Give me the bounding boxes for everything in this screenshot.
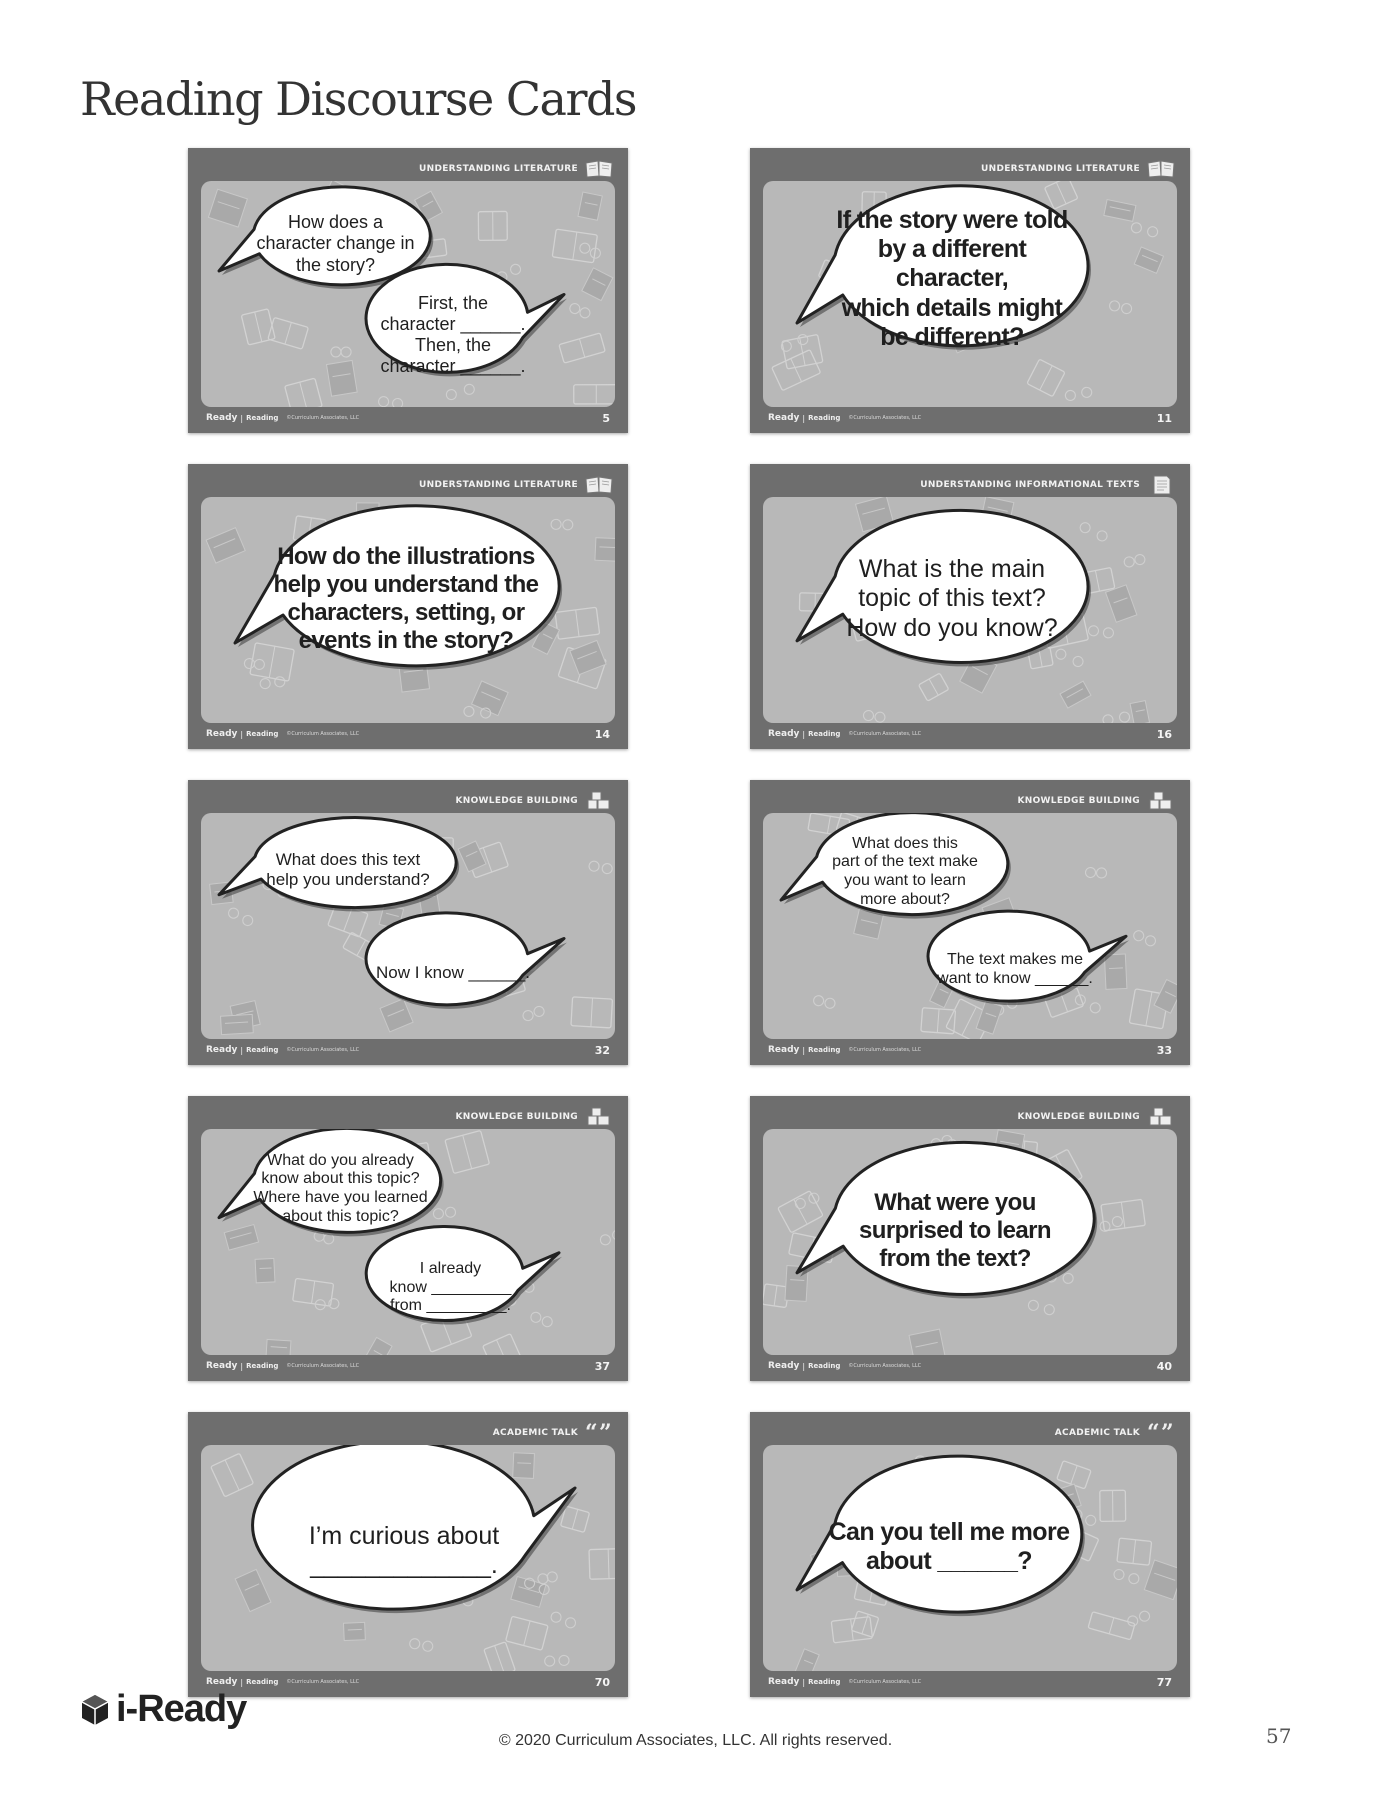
card-brand: Ready [768, 413, 800, 423]
card-panel [763, 1129, 1177, 1355]
card-brand: Ready [206, 729, 238, 739]
discourse-card [188, 1412, 628, 1697]
card-separator: | [240, 1361, 244, 1371]
card-number: 14 [594, 727, 610, 741]
card-copyright: ©Curriculum Associates, LLC [848, 1047, 922, 1053]
bubble-text: I’m curious about _____________. [308, 1521, 500, 1579]
card-header [456, 790, 615, 812]
card-copyright: ©Curriculum Associates, LLC [848, 731, 922, 737]
card-header [493, 1422, 614, 1444]
speech-bubble-prompt [821, 1151, 1089, 1311]
card-number: 16 [1156, 727, 1172, 741]
speech-bubble-prompt [259, 1463, 549, 1639]
card-panel [763, 497, 1177, 723]
card-separator: | [802, 729, 806, 739]
card-header [920, 474, 1176, 496]
card-footer [206, 1043, 610, 1057]
discourse-card [188, 780, 628, 1065]
cube-logo-icon [80, 1694, 110, 1726]
speech-bubble-prompt [259, 515, 553, 683]
card-number: 77 [1156, 1675, 1172, 1689]
card-category: KNOWLEDGE BUILDING [455, 1112, 578, 1122]
bubble-text: First, the character ______. Then, the character ______. [380, 292, 526, 377]
card-footer [206, 411, 610, 425]
card-brand: Ready [206, 413, 238, 423]
bubble-text: What do you already know about this topic? Where have you learned about this topic? [253, 1151, 428, 1225]
card-category: KNOWLEDGE BUILDING [1017, 1112, 1140, 1122]
card-brand: Ready [768, 1677, 800, 1687]
discourse-card [750, 464, 1190, 749]
blocks-icon [1146, 1107, 1176, 1127]
card-separator: | [240, 729, 244, 739]
i-ready-logo [80, 1688, 246, 1731]
discourse-card [188, 148, 628, 433]
card-footer [768, 1359, 1172, 1373]
card-copyright: ©Curriculum Associates, LLC [848, 1679, 922, 1685]
card-subject: Reading [808, 414, 841, 422]
discourse-card [188, 1096, 628, 1381]
card-brand: Ready [206, 1677, 238, 1687]
card-category: KNOWLEDGE BUILDING [455, 796, 578, 806]
card-header [1018, 1106, 1177, 1128]
card-header [419, 474, 614, 496]
logo-text: i-Ready [116, 1688, 247, 1730]
bubble-text: How does a character change in the story? [256, 212, 415, 275]
card-subject: Reading [246, 1046, 279, 1054]
quote-marks-icon [584, 1423, 614, 1443]
card-category: UNDERSTANDING LITERATURE [419, 164, 578, 174]
card-footer [206, 1359, 610, 1373]
discourse-card [750, 780, 1190, 1065]
svg-text:“: “ [1147, 1423, 1160, 1443]
card-header [419, 158, 614, 180]
card-number: 11 [1156, 411, 1172, 425]
card-subject: Reading [808, 1678, 841, 1686]
blocks-icon [1146, 791, 1176, 811]
card-separator: | [802, 1361, 806, 1371]
card-brand: Ready [768, 1045, 800, 1055]
card-header [456, 1106, 615, 1128]
card-footer [768, 727, 1172, 741]
card-panel [201, 1445, 615, 1671]
card-subject: Reading [246, 414, 279, 422]
card-subject: Reading [808, 1362, 841, 1370]
card-category: UNDERSTANDING INFORMATIONAL TEXTS [920, 480, 1140, 490]
card-number: 40 [1156, 1359, 1172, 1373]
discourse-card [750, 1412, 1190, 1697]
speech-bubble-response [368, 277, 538, 393]
card-number: 33 [1156, 1043, 1172, 1057]
card-copyright: ©Curriculum Associates, LLC [286, 1363, 360, 1369]
card-copyright: ©Curriculum Associates, LLC [286, 415, 360, 421]
bubble-text: How do the illustrations help you understand the characters, setting, or events in the story? [273, 542, 539, 655]
card-separator: | [802, 1045, 806, 1055]
book-icon [584, 159, 614, 179]
speech-bubble-prompt [821, 519, 1083, 679]
card-separator: | [240, 413, 244, 423]
card-number: 32 [594, 1043, 610, 1057]
copyright-footer: © 2020 Curriculum Associates, LLC. All rights reserved. [498, 1732, 893, 1749]
card-separator: | [240, 1677, 244, 1687]
card-brand: Ready [206, 1045, 238, 1055]
speech-bubble-prompt [821, 195, 1083, 363]
speech-bubble-response [930, 921, 1100, 1019]
card-copyright: ©Curriculum Associates, LLC [848, 1363, 922, 1369]
bubble-text: What does this text help you understand? [266, 850, 430, 889]
page-number: 57 [1266, 1724, 1292, 1748]
card-header [1018, 790, 1177, 812]
speech-bubble-prompt [821, 1465, 1077, 1629]
card-footer [206, 727, 610, 741]
svg-text:“: “ [585, 1423, 598, 1443]
svg-text:”: ” [599, 1423, 612, 1443]
card-panel [763, 181, 1177, 407]
bubble-text: What does this part of the text make you want to learn more about? [832, 834, 978, 908]
card-category: ACADEMIC TALK [492, 1428, 578, 1438]
card-brand: Ready [768, 729, 800, 739]
card-subject: Reading [246, 730, 279, 738]
card-category: KNOWLEDGE BUILDING [1017, 796, 1140, 806]
blocks-icon [584, 1107, 614, 1127]
card-separator: | [802, 1677, 806, 1687]
book-icon [1146, 159, 1176, 179]
bubble-text: I already know _________ from _________. [389, 1259, 512, 1315]
book-icon [584, 475, 614, 495]
bubble-text: What is the main topic of this text? How do you know? [846, 555, 1058, 642]
card-header [981, 158, 1176, 180]
card-footer [206, 1675, 610, 1689]
card-panel [763, 1445, 1177, 1671]
discourse-card [750, 148, 1190, 433]
card-separator: | [240, 1045, 244, 1055]
speech-bubble-prompt [805, 817, 1005, 927]
bubble-text: Now I know ______. [375, 963, 531, 983]
page-title: Reading Discourse Cards [80, 72, 637, 126]
speech-bubble-prompt [243, 821, 453, 919]
card-footer [768, 411, 1172, 425]
card-number: 37 [594, 1359, 610, 1373]
bubble-text: If the story were told by a different character, which details might be different? [836, 205, 1068, 351]
card-footer [768, 1675, 1172, 1689]
card-category: ACADEMIC TALK [1054, 1428, 1140, 1438]
card-subject: Reading [246, 1362, 279, 1370]
card-subject: Reading [808, 730, 841, 738]
svg-text:”: ” [1161, 1423, 1174, 1443]
bubble-text: The text makes me want to know ______. [937, 951, 1093, 987]
blocks-icon [584, 791, 614, 811]
speech-bubble-response [368, 923, 538, 1023]
card-copyright: ©Curriculum Associates, LLC [286, 1047, 360, 1053]
speech-bubble-prompt [243, 1133, 438, 1245]
document-icon [1146, 475, 1176, 495]
discourse-card [750, 1096, 1190, 1381]
card-brand: Ready [768, 1361, 800, 1371]
card-panel [201, 813, 615, 1039]
card-number: 70 [594, 1675, 610, 1689]
discourse-card [188, 464, 628, 749]
card-header [1055, 1422, 1176, 1444]
card-category: UNDERSTANDING LITERATURE [419, 480, 578, 490]
card-number: 5 [602, 411, 610, 425]
card-copyright: ©Curriculum Associates, LLC [848, 415, 922, 421]
card-separator: | [802, 413, 806, 423]
card-copyright: ©Curriculum Associates, LLC [286, 1679, 360, 1685]
quote-marks-icon [1146, 1423, 1176, 1443]
card-panel [201, 497, 615, 723]
card-panel [763, 813, 1177, 1039]
card-panel [201, 1129, 615, 1355]
card-subject: Reading [246, 1678, 279, 1686]
card-brand: Ready [206, 1361, 238, 1371]
card-panel [201, 181, 615, 407]
card-footer [768, 1043, 1172, 1057]
bubble-text: What were you surprised to learn from the text? [859, 1188, 1051, 1273]
card-subject: Reading [808, 1046, 841, 1054]
card-copyright: ©Curriculum Associates, LLC [286, 731, 360, 737]
bubble-text: Can you tell me more about ______? [828, 1517, 1070, 1575]
card-category: UNDERSTANDING LITERATURE [981, 164, 1140, 174]
speech-bubble-response [368, 1237, 533, 1339]
